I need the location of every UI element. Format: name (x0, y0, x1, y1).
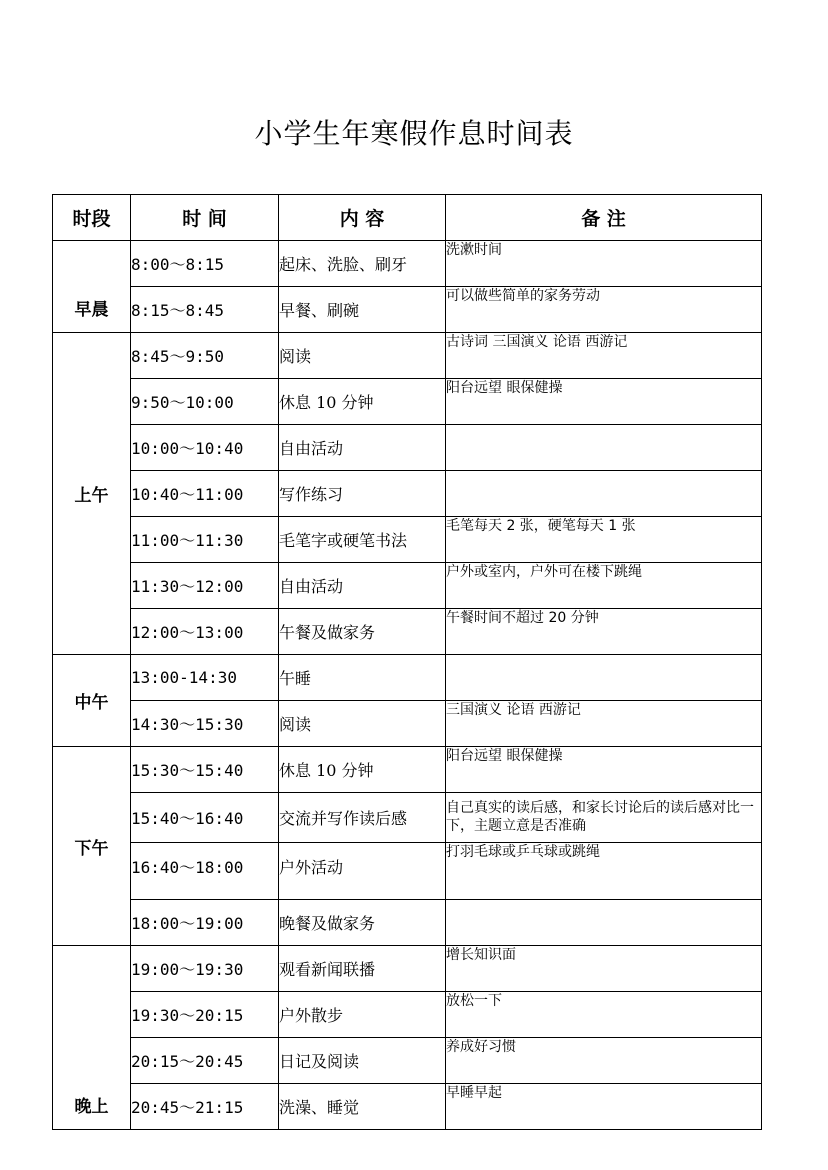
table-row (53, 241, 762, 287)
content-cell: 阅读 (279, 333, 446, 379)
note-cell: 打羽毛球或乒乓球或跳绳 (446, 843, 762, 900)
content-cell: 休息 10 分钟 (279, 747, 446, 793)
time-cell: 18:00～19:00 (131, 900, 279, 946)
note-cell: 户外或室内，户外可在楼下跳绳 (446, 563, 762, 609)
table-row (53, 333, 762, 379)
table-row (53, 425, 762, 471)
time-cell: 8:45～9:50 (131, 333, 279, 379)
table-row (53, 517, 762, 563)
time-cell: 12:00～13:00 (131, 609, 279, 655)
page-title: 小学生年寒假作息时间表 (254, 117, 574, 150)
header-period: 时段 (53, 195, 131, 241)
note-cell: 阳台远望 眼保健操 (446, 379, 762, 425)
note-cell: 自己真实的读后感，和家长讨论后的读后感对比一下，主题立意是否准确 (446, 793, 762, 843)
note-cell: 早睡早起 (446, 1084, 762, 1130)
time-cell: 8:00～8:15 (131, 241, 279, 287)
note-cell (446, 471, 762, 517)
header-time: 时 间 (131, 195, 279, 241)
time-cell: 20:45～21:15 (131, 1084, 279, 1130)
content-cell: 自由活动 (279, 563, 446, 609)
content-cell: 交流并写作读后感 (279, 793, 446, 843)
note-cell: 三国演义 论语 西游记 (446, 701, 762, 747)
content-cell: 阅读 (279, 701, 446, 747)
time-cell: 11:00～11:30 (131, 517, 279, 563)
table-row (53, 793, 762, 843)
time-cell: 11:30～12:00 (131, 563, 279, 609)
content-cell: 户外活动 (279, 843, 446, 900)
note-cell: 放松一下 (446, 992, 762, 1038)
time-cell: 10:00～10:40 (131, 425, 279, 471)
note-cell: 可以做些简单的家务劳动 (446, 287, 762, 333)
time-cell: 16:40～18:00 (131, 843, 279, 900)
table-row (53, 471, 762, 517)
table-row (53, 379, 762, 425)
note-cell: 阳台远望 眼保健操 (446, 747, 762, 793)
content-cell: 写作练习 (279, 471, 446, 517)
period-cell-evening: 晚上 (53, 946, 131, 1130)
time-cell: 10:40～11:00 (131, 471, 279, 517)
content-cell: 早餐、刷碗 (279, 287, 446, 333)
period-cell-afternoon: 下午 (53, 747, 131, 946)
table-row (53, 946, 762, 992)
content-cell: 观看新闻联播 (279, 946, 446, 992)
content-cell: 自由活动 (279, 425, 446, 471)
content-cell: 晚餐及做家务 (279, 900, 446, 946)
note-cell (446, 425, 762, 471)
time-cell: 20:15～20:45 (131, 1038, 279, 1084)
note-cell: 古诗词 三国演义 论语 西游记 (446, 333, 762, 379)
note-cell: 养成好习惯 (446, 1038, 762, 1084)
content-cell: 午睡 (279, 655, 446, 701)
period-cell-morning: 早晨 (53, 241, 131, 333)
table-row (53, 747, 762, 793)
time-cell: 13:00-14:30 (131, 655, 279, 701)
content-cell: 起床、洗脸、刷牙 (279, 241, 446, 287)
period-cell-noon: 中午 (53, 655, 131, 747)
table-row (53, 992, 762, 1038)
time-cell: 8:15～8:45 (131, 287, 279, 333)
table-row (53, 563, 762, 609)
time-cell: 19:30～20:15 (131, 992, 279, 1038)
note-cell: 增长知识面 (446, 946, 762, 992)
schedule-table (52, 194, 762, 1130)
content-cell: 日记及阅读 (279, 1038, 446, 1084)
header-row (53, 195, 762, 241)
table-row (53, 609, 762, 655)
time-cell: 19:00～19:30 (131, 946, 279, 992)
table-row (53, 900, 762, 946)
content-cell: 午餐及做家务 (279, 609, 446, 655)
note-cell: 毛笔每天 2 张，硬笔每天 1 张 (446, 517, 762, 563)
note-cell (446, 900, 762, 946)
time-cell: 15:30～15:40 (131, 747, 279, 793)
table-row (53, 287, 762, 333)
content-cell: 休息 10 分钟 (279, 379, 446, 425)
table-row (53, 1084, 762, 1130)
time-cell: 9:50～10:00 (131, 379, 279, 425)
table-row (53, 1038, 762, 1084)
note-cell (446, 655, 762, 701)
table-row (53, 701, 762, 747)
content-cell: 户外散步 (279, 992, 446, 1038)
header-note: 备 注 (446, 195, 762, 241)
note-cell: 午餐时间不超过 20 分钟 (446, 609, 762, 655)
header-content: 内 容 (279, 195, 446, 241)
period-cell-forenoon: 上午 (53, 333, 131, 655)
table-row (53, 655, 762, 701)
time-cell: 15:40～16:40 (131, 793, 279, 843)
note-cell: 洗漱时间 (446, 241, 762, 287)
time-cell: 14:30～15:30 (131, 701, 279, 747)
content-cell: 毛笔字或硬笔书法 (279, 517, 446, 563)
content-cell: 洗澡、睡觉 (279, 1084, 446, 1130)
table-row (53, 843, 762, 900)
